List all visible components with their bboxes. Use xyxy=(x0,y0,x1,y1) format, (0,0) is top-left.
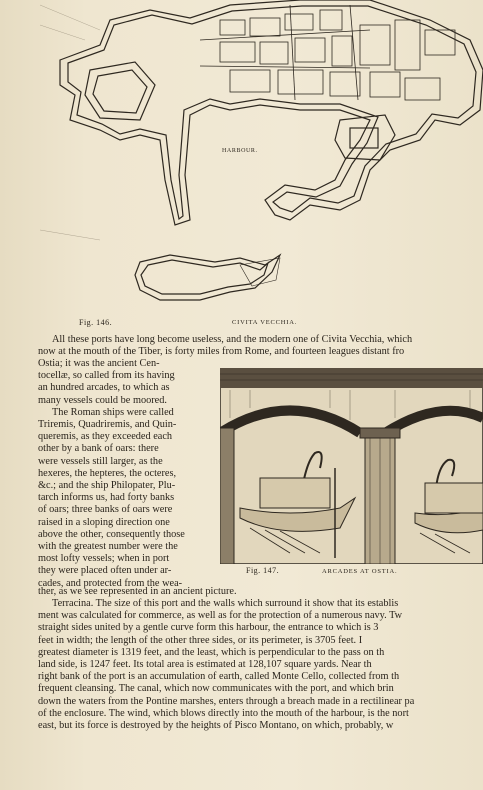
column-line: &c.; and the ship Philopater, Plu- xyxy=(38,480,176,491)
paragraph-line: of the enclosure. The wind, which blows directly into the mouth of the harbour, is the nort xyxy=(38,707,409,719)
paragraph-line: Terracina. The size of this port and the walls which surround it show that its establis xyxy=(52,598,399,609)
paragraph-line: frequent cleansing. The canal, which now communicates with the port, and which brin xyxy=(38,683,394,695)
column-line: Triremis, Quadriremis, and Quin- xyxy=(38,419,177,430)
figure-147-label: Fig. 147. xyxy=(246,566,280,575)
figure-147-caption: ARCADES AT OSTIA. xyxy=(322,568,398,575)
column-line: above the other, consequently those xyxy=(38,528,185,540)
figure-146-caption: CIVITA VECCHIA. xyxy=(232,319,298,326)
column-line: most lofty vessels; when in port xyxy=(38,553,170,565)
column-line: they were placed often under ar- xyxy=(38,565,172,577)
column-line: many vessels could be moored. xyxy=(38,394,167,406)
paragraph-line: All these ports have long become useless, and the modern one of Civita Vecchia, which xyxy=(52,334,413,345)
harbour-label: HARBOUR. xyxy=(222,148,258,154)
paragraph-line: straight sides united by a gentle curve form this harbour, the entrance to which is 3 xyxy=(38,622,379,634)
paragraph-line: east, but its force is destroyed by the heights of Pisco Montano, on which, probably, w xyxy=(38,720,394,731)
column-line: queremis, as they exceeded each xyxy=(38,431,173,443)
column-line: other by a bank of oars: there xyxy=(38,443,159,455)
paragraph-line: now at the mouth of the Tiber, is forty miles from Rome, and fourteen leagues distant fro xyxy=(38,346,405,357)
paragraph-line: down the waters from the Pontine marshes, enters through a breach made in a rectilinear pa xyxy=(38,695,415,707)
column-line: of oars; three banks of oars were xyxy=(38,504,173,516)
column-line: with the greatest number were the xyxy=(38,541,178,552)
paragraph-line: feet in width; the length of the other three sides, or its perimeter, is 3705 feet. I xyxy=(38,634,363,646)
column-line: tarch informs us, had forty banks xyxy=(38,492,175,504)
paragraph-line: greatest diameter is 1319 feet, and the least, which is perpendicular to the pass on th xyxy=(38,646,385,658)
paragraph-line: ment was calculated for commerce, as well as for the protection of a numerous navy. Tw xyxy=(38,610,403,622)
paragraph-line: ther, as we see represented in an ancient picture. xyxy=(38,586,237,597)
civita-vecchia-map xyxy=(40,0,483,312)
column-line: Ostia; it was the ancient Cen- xyxy=(38,358,160,369)
column-line: an hundred arcades, to which as xyxy=(38,382,170,394)
column-line: were vessels still larger, as the xyxy=(38,455,163,467)
column-line: The Roman ships were called xyxy=(52,406,174,418)
column-line: raised in a sloping direction one xyxy=(38,516,170,528)
figure-146-label: Fig. 146. xyxy=(79,318,113,327)
arcades-engraving xyxy=(220,368,483,564)
column-line: tocellæ, so called from its having xyxy=(38,370,175,382)
paragraph-line: right bank of the port is an accumulation of earth, called Monte Cello, collected from th xyxy=(38,671,400,683)
paragraph-line: land side, is 1247 feet. Its total area is estimated at 128,107 square yards. Near th xyxy=(38,659,372,670)
column-line: hexeres, the hepteres, the octeres, xyxy=(38,467,177,479)
column-line: cades, and protected from the wea- xyxy=(38,577,183,589)
